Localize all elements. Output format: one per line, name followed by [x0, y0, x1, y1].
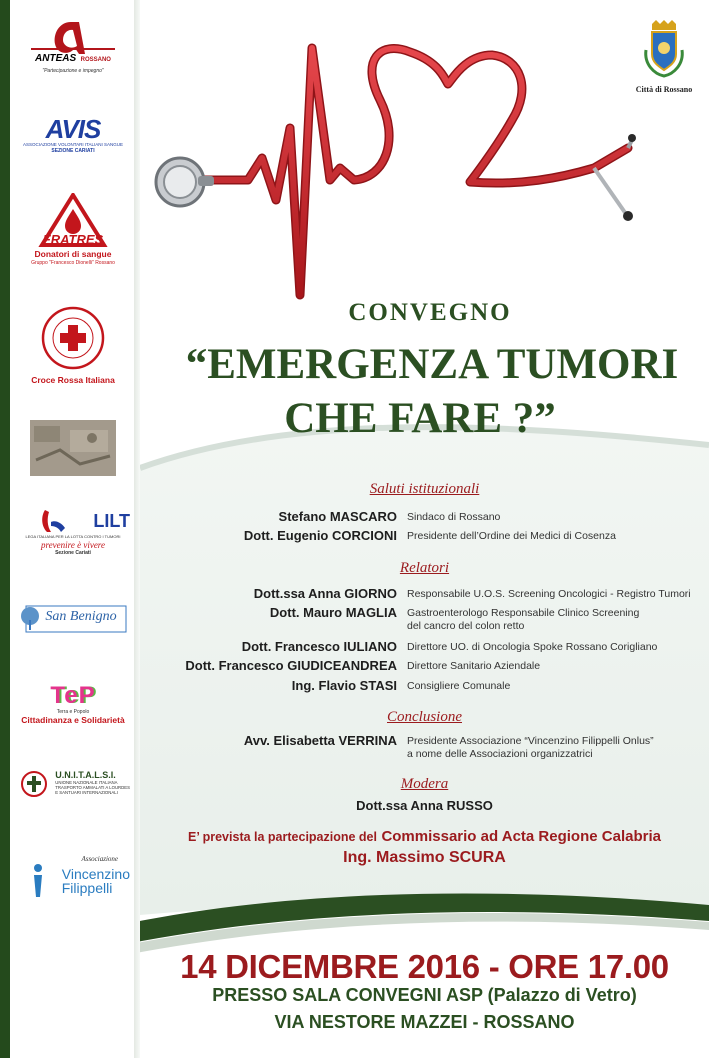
lilt-motto: prevenire è vivere — [41, 540, 105, 550]
anteas-logo — [16, 20, 130, 88]
city-name: Città di Rossano — [635, 85, 693, 94]
anteas-sub: ROSSANO — [80, 57, 111, 63]
participation-notice — [140, 828, 709, 846]
person-name: Ing. Flavio STASI — [291, 678, 397, 693]
croce-rossa-name: Croce Rossa Italiana — [31, 375, 115, 385]
unitalsi-logo — [16, 770, 130, 798]
event-type: CONVEGNO — [348, 299, 512, 326]
event-date-time: 14 DICEMBRE 2016 - ORE 17.00 — [180, 948, 669, 985]
unitalsi-sub3: E SANTUARI INTERNAZIONALI — [55, 790, 118, 795]
person-role-line-2: del cancro del colon retto — [407, 620, 525, 632]
section-heading-greetings: Saluti istituzionali — [369, 481, 480, 497]
avis-section: SEZIONE CARIATI — [51, 148, 95, 154]
fratres-line1: Donatori di sangue — [34, 249, 112, 259]
event-venue: PRESSO SALA CONVEGNI ASP (Palazzo di Vetro) — [212, 985, 637, 1005]
notice-prefix: E’ prevista la partecipazione del — [188, 830, 377, 844]
notice-role: Commissario ad Acta Regione Calabria — [381, 828, 661, 845]
avis-sub: ASSOCIAZIONE VOLONTARI ITALIANI SANGUE — [22, 142, 124, 147]
guest-name: Ing. Massimo SCURA — [343, 849, 506, 866]
column-stripe — [0, 0, 10, 1058]
tep-name: TeP — [50, 682, 96, 709]
vincenzino-line1: Vincenzino — [61, 866, 130, 882]
person-role — [407, 607, 639, 633]
unitalsi-emblem-icon — [20, 770, 48, 798]
san-benigno-name: San Benigno — [45, 609, 117, 624]
person-role-line-2: a nome delle Associazioni organizzatrici — [407, 748, 593, 760]
program-row — [140, 678, 709, 696]
person-role: Consigliere Comunale — [407, 680, 511, 692]
program-row — [140, 509, 709, 527]
program-row — [140, 639, 709, 657]
title-line-2: CHE FARE ?” — [284, 395, 556, 442]
sponsor-column — [0, 0, 140, 1058]
anteas-name: ANTEAS — [35, 53, 77, 64]
person-name: Dott.ssa Anna GIORNO — [253, 586, 397, 601]
title-line-1: “EMERGENZA TUMORI — [185, 341, 679, 388]
person-role: Direttore Sanitario Aziendale — [407, 660, 541, 672]
person-role: Direttore UO. di Oncologia Spoke Rossano Corigliano — [407, 641, 658, 653]
event-address: VIA NESTORE MAZZEI - ROSSANO — [274, 1012, 575, 1032]
lilt-sub: LEGA ITALIANA PER LA LOTTA CONTRO I TUMORI — [25, 534, 121, 539]
person-name: Stefano MASCARO — [278, 509, 397, 524]
lilt-name: LILT — [93, 510, 130, 531]
avis-name: AVIS — [45, 114, 101, 144]
program-row — [140, 733, 709, 763]
vincenzino-logo — [16, 855, 130, 899]
tep-line: Cittadinanza e Solidarietà — [21, 715, 125, 725]
stone-relief-image — [30, 420, 116, 476]
city-logo — [634, 20, 694, 94]
fratres-logo — [16, 193, 130, 282]
person-role-line-1: Gastroenterologo Responsabile Clinico Screening — [407, 607, 640, 619]
lilt-section: Sezione Cariati — [55, 550, 91, 556]
croce-rossa-logo — [16, 305, 130, 385]
person-name: Dott. Eugenio CORCIONI — [243, 528, 397, 543]
tep-logo — [16, 683, 130, 725]
section-heading-conclusion: Conclusione — [387, 709, 462, 725]
person-name: Dott. Francesco GIUDICEANDREA — [185, 658, 397, 673]
city-crest-icon — [642, 20, 686, 78]
program-row — [140, 605, 709, 635]
san-benigno-logo — [16, 602, 130, 652]
section-heading-speakers: Relatori — [399, 560, 450, 576]
program-row — [140, 528, 709, 546]
person-role: Sindaco di Rossano — [407, 511, 501, 523]
fratres-name: FRATRES — [42, 232, 104, 247]
person-role: Presidente dell’Ordine dei Medici di Cosenza — [407, 530, 616, 542]
tep-sub: Terra e Popolo — [56, 709, 90, 715]
red-cross-icon — [40, 305, 106, 371]
person-name: Dott. Francesco IULIANO — [241, 639, 397, 654]
person-role — [407, 735, 654, 761]
person-name: Avv. Elisabetta VERRINA — [243, 733, 397, 748]
lilt-figure-icon — [39, 508, 67, 534]
anteas-motto: "Partecipazione e impegno" — [42, 68, 104, 74]
unitalsi-sub2: TRASPORTO AMMALATI A LOURDES — [55, 785, 130, 790]
unitalsi-sub1: UNIONE NAZIONALE ITALIANA — [55, 780, 118, 785]
vincenzino-line2: Filippelli — [61, 880, 113, 896]
section-heading-moderator: Modera — [400, 776, 449, 792]
person-role-line-1: Presidente Associazione “Vincenzino Filippelli Onlus” — [407, 735, 654, 747]
fratres-line2: Gruppo "Francesco Dionelli" Rossano — [31, 260, 115, 266]
lilt-logo — [16, 508, 130, 556]
program-row — [140, 658, 709, 676]
unitalsi-name: U.N.I.T.A.L.S.I. — [55, 770, 116, 780]
avis-logo — [16, 116, 130, 154]
moderator-name: Dott.ssa Anna RUSSO — [356, 798, 493, 813]
relief-image — [16, 420, 130, 476]
person-name: Dott. Mauro MAGLIA — [269, 605, 397, 620]
program-row — [140, 586, 709, 604]
vincenzino-pre: Associazione — [81, 855, 118, 863]
stethoscope-heartbeat-icon — [140, 0, 709, 300]
vincenzino-figure-icon — [31, 863, 45, 899]
person-role: Responsabile U.O.S. Screening Oncologici - Registro Tumori — [407, 588, 691, 600]
